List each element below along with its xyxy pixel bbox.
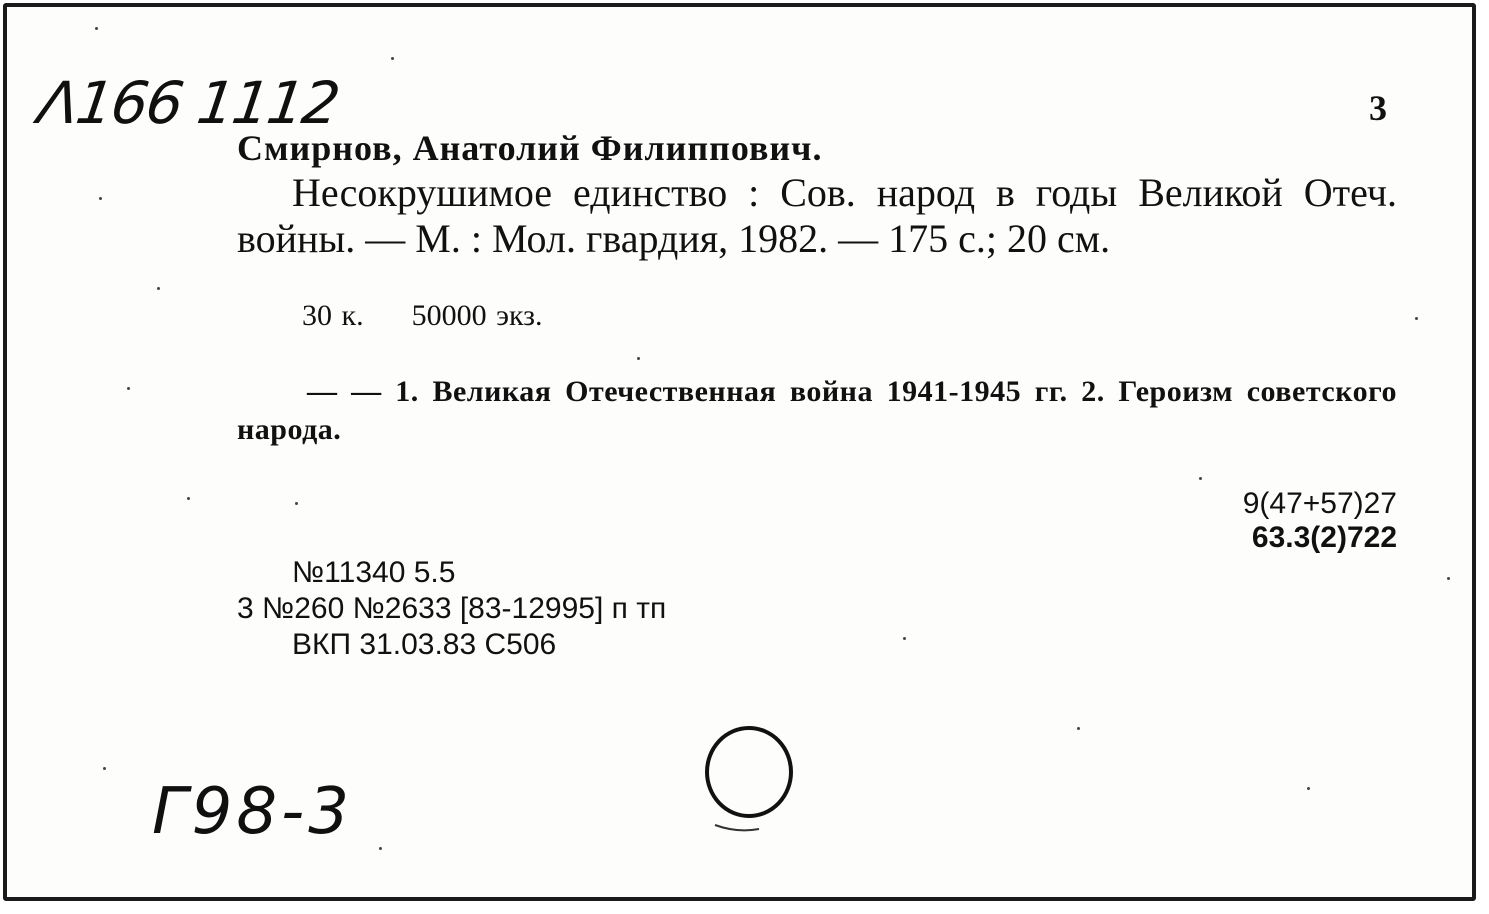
speck (99, 197, 102, 200)
call-number: Λ166 1112 (34, 69, 343, 137)
classification-codes (1127, 487, 1397, 555)
card-number: 3 (1369, 88, 1387, 128)
subject-headings: — — 1. Великая Отечественная война 1941-1945 гг. 2. Героизм советского народа. (237, 375, 1397, 446)
speck (391, 57, 394, 60)
bibliographic-description: Несокрушимое единство : Сов. народ в годы Великой Отеч. войны. — М. : Мол. гвардия, 1982. — 175 с.; 20 см. (237, 170, 1397, 261)
speck (1199, 477, 1202, 480)
technical-line-2: 3 №260 №2633 [83-12995] п тп (237, 592, 667, 625)
price: 30 к. (302, 299, 364, 332)
speck (1307, 787, 1310, 790)
speck (903, 637, 906, 640)
speck (95, 27, 98, 30)
speck (637, 357, 640, 360)
speck (187, 497, 190, 500)
speck (157, 287, 160, 290)
shelf-mark: Г98-3 (152, 775, 353, 849)
print-run: 50000 экз. (411, 299, 543, 332)
speck (1447, 577, 1450, 580)
classification-code-2: 63.3(2)722 (1251, 521, 1397, 554)
catalog-card (3, 3, 1476, 901)
author-heading: Смирнов, Анатолий Филиппович. (237, 128, 823, 168)
price-line (302, 299, 542, 333)
classification-code-1: 9(47+57)27 (1242, 487, 1397, 520)
speck (103, 767, 106, 770)
circle-stamp-icon (697, 717, 807, 837)
speck (1415, 317, 1418, 320)
speck (379, 847, 382, 850)
technical-line-3: ВКП 31.03.83 С506 (292, 628, 557, 661)
speck (1077, 727, 1080, 730)
speck (295, 502, 298, 505)
technical-line-1: №11340 5.5 (292, 556, 456, 589)
speck (127, 387, 130, 390)
technical-info (237, 555, 666, 663)
